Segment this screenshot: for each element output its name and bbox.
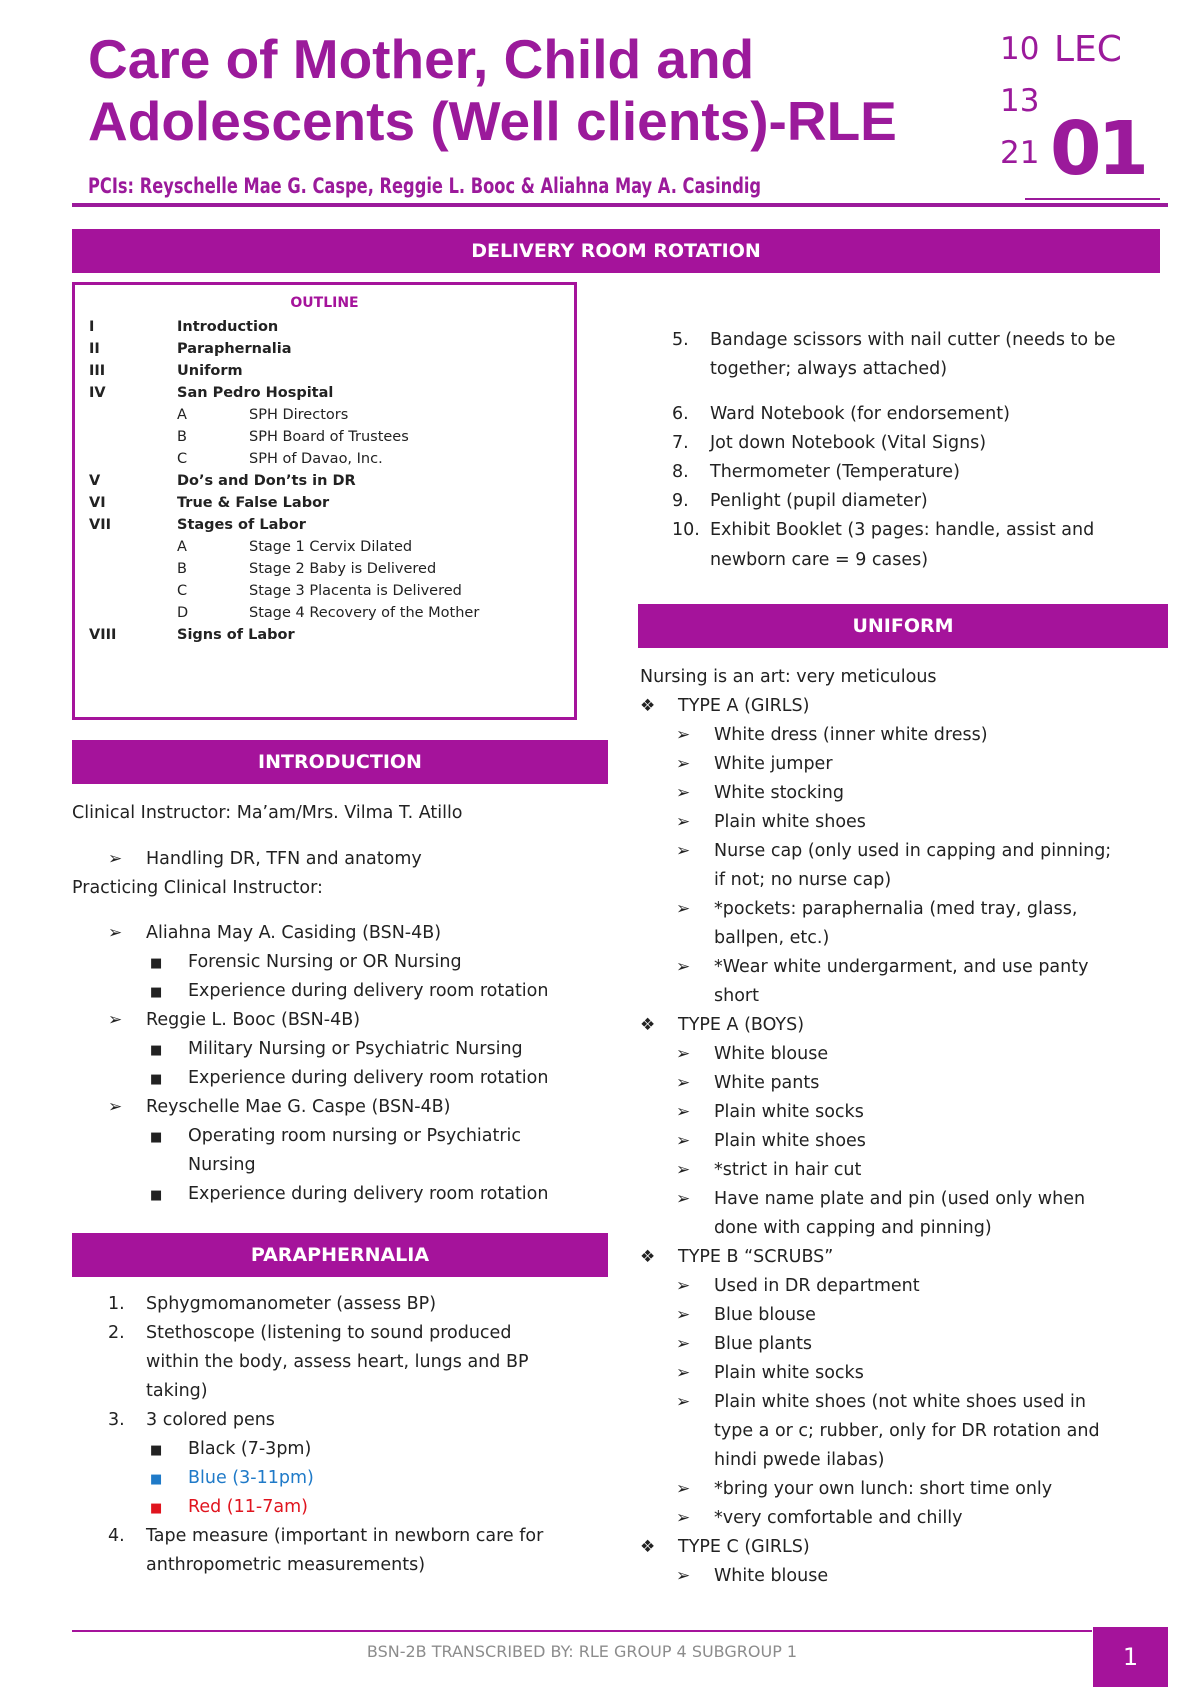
uniform-item-continued: short (714, 986, 759, 1006)
arrow-bullet-icon: ➢ (676, 1131, 691, 1151)
paraphernalia-heading: PARAPHERNALIA (72, 1233, 608, 1277)
ref-number-1: 10 (1000, 31, 1040, 67)
arrow-bullet-icon: ➢ (108, 1097, 123, 1117)
diamond-bullet-icon: ❖ (640, 1247, 656, 1267)
arrow-bullet-icon: ➢ (676, 1479, 691, 1499)
uniform-item: ➢ *pockets: paraphernalia (med tray, glass, (676, 895, 1077, 924)
numbered-item: 2. Stethoscope (listening to sound produced (108, 1323, 512, 1343)
ref-number-2: 13 (1000, 83, 1040, 119)
uniform-item: ➢ Plain white shoes (676, 808, 866, 837)
square-bullet-icon: ■ (150, 956, 163, 971)
uniform-item-continued: done with capping and pinning) (714, 1218, 992, 1238)
arrow-bullet-icon: ➢ (108, 849, 123, 869)
uniform-item: ➢ White jumper (676, 750, 833, 779)
list-subitem: ■ Experience during delivery room rotation (150, 1180, 548, 1210)
uniform-item: ➢ Plain white socks (676, 1359, 864, 1388)
doc-title-line-2: Adolescents (Well clients)-RLE (88, 90, 897, 152)
numbered-item-continued: anthropometric measurements) (146, 1555, 426, 1575)
square-bullet-icon: ■ (150, 1501, 163, 1516)
uniform-item-continued: if not; no nurse cap) (714, 870, 892, 890)
pen-red: ■ Red (11-7am) (150, 1493, 308, 1523)
arrow-bullet-icon: ➢ (676, 1392, 691, 1412)
square-bullet-icon: ■ (150, 1130, 163, 1145)
arrow-bullet-icon: ➢ (676, 1160, 691, 1180)
footer-rule (72, 1630, 1092, 1632)
arrow-bullet-icon: ➢ (676, 1189, 691, 1209)
uniform-intro: Nursing is an art: very meticulous (640, 667, 937, 687)
diamond-bullet-icon: ❖ (640, 1015, 656, 1035)
ref-number-3: 21 (1000, 135, 1040, 171)
header-rule (72, 203, 1168, 207)
uniform-item: ➢ Nurse cap (only used in capping and pinning; (676, 837, 1111, 866)
uniform-item-continued: ballpen, etc.) (714, 928, 830, 948)
arrow-bullet-icon: ➢ (676, 812, 691, 832)
arrow-bullet-icon: ➢ (676, 1276, 691, 1296)
uniform-item: ➢ Plain white socks (676, 1098, 864, 1127)
arrow-bullet-icon: ➢ (676, 1044, 691, 1064)
uniform-item: ➢ White stocking (676, 779, 844, 808)
numbered-item: 6. Ward Notebook (for endorsement) (672, 404, 1010, 424)
arrow-bullet-icon: ➢ (676, 1334, 691, 1354)
list-subitem: ■ Military Nursing or Psychiatric Nursing (150, 1035, 523, 1065)
numbered-item-continued: newborn care = 9 cases) (710, 550, 929, 570)
uniform-item: ➢ White pants (676, 1069, 819, 1098)
list-subitem: ■ Forensic Nursing or OR Nursing (150, 948, 462, 978)
arrow-bullet-icon: ➢ (676, 1508, 691, 1528)
square-bullet-icon: ■ (150, 1188, 163, 1203)
arrow-bullet-icon: ➢ (676, 783, 691, 803)
list-item: ➢ Handling DR, TFN and anatomy (108, 845, 422, 874)
uniform-item-continued: hindi pwede ilabas) (714, 1450, 885, 1470)
list-item: ➢ Aliahna May A. Casiding (BSN-4B) (108, 919, 441, 948)
uniform-item: ➢ *strict in hair cut (676, 1156, 861, 1185)
uniform-type: ❖ TYPE C (GIRLS) (640, 1533, 810, 1562)
uniform-item: ➢ White dress (inner white dress) (676, 721, 988, 750)
pcis-line: PCIs: Reyschelle Mae G. Caspe, Reggie L. Booc & Aliahna May A. Casindig (88, 174, 762, 198)
arrow-bullet-icon: ➢ (676, 1102, 691, 1122)
diamond-bullet-icon: ❖ (640, 696, 656, 716)
numbered-item: 10. Exhibit Booklet (3 pages: handle, assist and (672, 520, 1095, 540)
uniform-type: ❖ TYPE A (GIRLS) (640, 692, 809, 721)
list-subitem-continued: Nursing (188, 1155, 256, 1175)
square-bullet-icon: ■ (150, 1043, 163, 1058)
numbered-item: 7. Jot down Notebook (Vital Signs) (672, 433, 987, 453)
uniform-item: ➢ Used in DR department (676, 1272, 920, 1301)
list-subitem: ■ Operating room nursing or Psychiatric (150, 1122, 521, 1152)
list-subitem: ■ Experience during delivery room rotation (150, 1064, 548, 1094)
diamond-bullet-icon: ❖ (640, 1537, 656, 1557)
uniform-item: ➢ Blue plants (676, 1330, 812, 1359)
page-number: 1 (1093, 1627, 1168, 1687)
numbered-item: 3. 3 colored pens (108, 1410, 275, 1430)
uniform-item: ➢ *bring your own lunch: short time only (676, 1475, 1052, 1504)
arrow-bullet-icon: ➢ (676, 725, 691, 745)
list-subitem: ■ Experience during delivery room rotation (150, 977, 548, 1007)
numbered-item-continued: within the body, assess heart, lungs and BP (146, 1352, 529, 1372)
list-item: ➢ Reyschelle Mae G. Caspe (BSN-4B) (108, 1093, 451, 1122)
uniform-heading: UNIFORM (638, 604, 1168, 648)
arrow-bullet-icon: ➢ (676, 1073, 691, 1093)
numbered-item-continued: together; always attached) (710, 359, 948, 379)
doc-title-line-1: Care of Mother, Child and (88, 28, 755, 90)
outline-box (72, 282, 577, 720)
footer-text: BSN-2B TRANSCRIBED BY: RLE GROUP 4 SUBGROUP 1 (366, 1642, 798, 1661)
numbered-item: 4. Tape measure (important in newborn care for (108, 1526, 544, 1546)
numbered-item: 8. Thermometer (Temperature) (672, 462, 960, 482)
introduction-heading: INTRODUCTION (72, 740, 608, 784)
uniform-item: ➢ Plain white shoes (not white shoes used in (676, 1388, 1086, 1417)
arrow-bullet-icon: ➢ (676, 841, 691, 861)
uniform-item: ➢ Have name plate and pin (used only when (676, 1185, 1085, 1214)
uniform-item: ➢ White blouse (676, 1562, 828, 1591)
section-banner: DELIVERY ROOM ROTATION (72, 229, 1160, 273)
list-item: ➢ Reggie L. Booc (BSN-4B) (108, 1006, 360, 1035)
clinical-instructor: Clinical Instructor: Ma’am/Mrs. Vilma T. Atillo (72, 803, 463, 823)
arrow-bullet-icon: ➢ (108, 923, 123, 943)
arrow-bullet-icon: ➢ (676, 1566, 691, 1586)
arrow-bullet-icon: ➢ (108, 1010, 123, 1030)
header-accent-rule (1025, 198, 1160, 200)
uniform-type: ❖ TYPE B “SCRUBS” (640, 1243, 833, 1272)
outline-list: I Introduction II Paraphernalia III Uniform IV San Pedro Hospital A SPH Directors B SPH Board of Trustees C SPH of Davao, Inc. V Do’s and Don’ts in DR VI True & False Labor VII Stages of Labor A Stage 1 Cervix Dilated B Stage 2 Baby is Delivered C Stage 3 Placenta is Delivered D Stage 4 Recovery of the Mother VIII Signs of Labor (89, 319, 480, 643)
uniform-type: ❖ TYPE A (BOYS) (640, 1011, 804, 1040)
uniform-item: ➢ Plain white shoes (676, 1127, 866, 1156)
square-bullet-icon: ■ (150, 1072, 163, 1087)
uniform-item: ➢ *very comfortable and chilly (676, 1504, 962, 1533)
practicing-label: Practicing Clinical Instructor: (72, 878, 323, 898)
uniform-list (640, 692, 1168, 1624)
uniform-item-continued: type a or c; rubber, only for DR rotation and (714, 1421, 1100, 1441)
ref-label: LEC (1054, 29, 1122, 70)
arrow-bullet-icon: ➢ (676, 754, 691, 774)
outline-title: OUTLINE (290, 295, 359, 311)
numbered-item: 1. Sphygmomanometer (assess BP) (108, 1294, 437, 1314)
ref-big-number: 01 (1050, 106, 1145, 192)
uniform-item: ➢ Blue blouse (676, 1301, 816, 1330)
pen-blue: ■ Blue (3-11pm) (150, 1464, 314, 1494)
square-bullet-icon: ■ (150, 1443, 163, 1458)
uniform-item: ➢ White blouse (676, 1040, 828, 1069)
pen-black: ■ Black (7-3pm) (150, 1435, 311, 1465)
uniform-item: ➢ *Wear white undergarment, and use panty (676, 953, 1088, 982)
arrow-bullet-icon: ➢ (676, 1305, 691, 1325)
square-bullet-icon: ■ (150, 1472, 163, 1487)
arrow-bullet-icon: ➢ (676, 1363, 691, 1383)
numbered-item: 9. Penlight (pupil diameter) (672, 491, 928, 511)
square-bullet-icon: ■ (150, 985, 163, 1000)
numbered-item-continued: taking) (146, 1381, 208, 1401)
numbered-item: 5. Bandage scissors with nail cutter (needs to be (672, 330, 1116, 350)
arrow-bullet-icon: ➢ (676, 899, 691, 919)
arrow-bullet-icon: ➢ (676, 957, 691, 977)
